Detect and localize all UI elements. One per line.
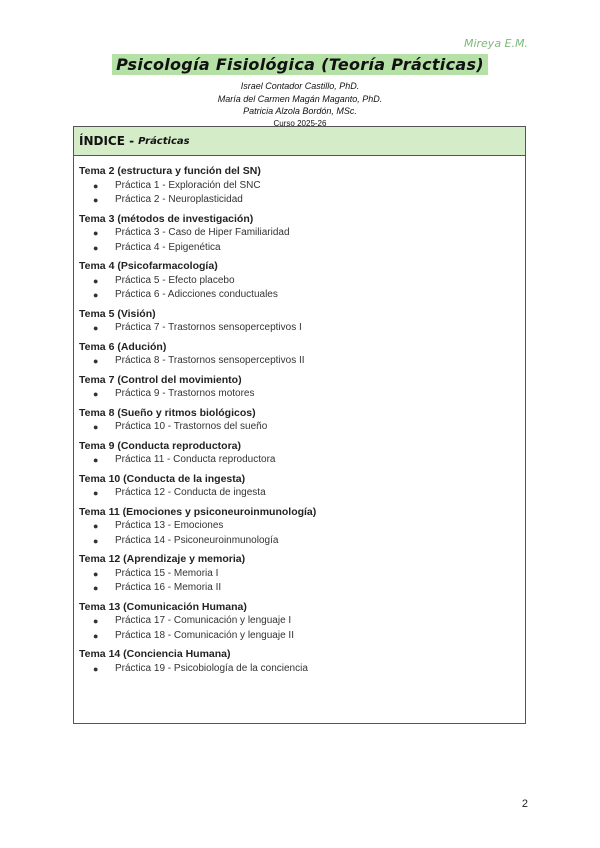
- practica-label: Práctica 19 - Psicobiología de la conciencia: [115, 662, 308, 674]
- bullet-icon: ●: [93, 356, 99, 366]
- practica-label: Práctica 2 - Neuroplasticidad: [115, 194, 243, 205]
- tema-title: Tema 4 (Psicofarmacología): [79, 260, 218, 272]
- bullet-icon: ●: [93, 535, 99, 546]
- tema-block: [79, 647, 525, 676]
- bullet-icon: ●: [93, 242, 99, 253]
- practica-list: [79, 179, 525, 208]
- tema-title: Tema 6 (Adución): [79, 340, 167, 353]
- tema-block: [79, 552, 525, 596]
- credit-line: María del Carmen Magán Maganto, PhD.: [217, 93, 383, 104]
- list-item: [79, 241, 525, 256]
- course-label: Curso 2025-26: [273, 118, 327, 128]
- list-item: [79, 321, 525, 336]
- practica-label: Práctica 13 - Emociones: [115, 520, 224, 531]
- practica-label: Práctica 12 - Conducta de ingesta: [115, 487, 266, 498]
- tema-block: [79, 340, 525, 369]
- bullet-icon: ●: [93, 630, 99, 641]
- bullet-icon: ●: [93, 616, 99, 626]
- practica-label: Práctica 17 - Comunicación y lenguaje I: [115, 615, 292, 626]
- bullet-icon: ●: [93, 583, 99, 593]
- list-item: [79, 354, 525, 369]
- tema-block: [79, 600, 525, 644]
- tema-block: [79, 164, 525, 208]
- bullet-icon: ●: [93, 389, 99, 399]
- index-heading-sub: Prácticas: [138, 135, 190, 147]
- tema-title: Tema 12 (Aprendizaje y memoria): [79, 553, 246, 565]
- list-item: [79, 567, 525, 582]
- practica-label: Práctica 3 - Caso de Hiper Familiaridad: [115, 227, 290, 238]
- practica-list: [79, 486, 525, 501]
- practica-list: [79, 321, 525, 336]
- tema-title: Tema 2 (estructura y función del SN): [79, 165, 261, 177]
- page-number: 2: [521, 798, 528, 810]
- practica-label: Práctica 15 - Memoria I: [115, 567, 219, 579]
- list-item: [79, 193, 525, 208]
- list-item: [79, 288, 525, 303]
- practica-list: [79, 387, 525, 402]
- credit-line: Israel Contador Castillo, PhD.: [240, 81, 360, 91]
- practica-label: Práctica 1 - Exploración del SNC: [115, 179, 261, 191]
- practica-list: [79, 453, 525, 468]
- practica-list: [79, 614, 525, 643]
- tema-title: Tema 8 (Sueño y ritmos biológicos): [79, 406, 256, 419]
- practica-list: [79, 274, 525, 303]
- practica-label: Práctica 14 - Psiconeuroinmunología: [115, 534, 279, 546]
- practica-label: Práctica 6 - Adicciones conductuales: [115, 289, 278, 300]
- practica-label: Práctica 11 - Conducta reproductora: [115, 454, 276, 465]
- list-item: [79, 486, 525, 501]
- index-box: [73, 126, 526, 724]
- tema-block: [79, 259, 525, 303]
- bullet-icon: ●: [93, 290, 99, 300]
- tema-block: [79, 212, 525, 256]
- list-item: [79, 226, 525, 241]
- tema-title: Tema 7 (Control del movimiento): [79, 373, 242, 386]
- author-tag: Mireya E.M.: [463, 37, 528, 50]
- tema-title: Tema 5 (Visión): [79, 307, 156, 320]
- bullet-icon: ●: [93, 521, 99, 531]
- practica-label: Práctica 4 - Epigenética: [115, 241, 221, 253]
- tema-block: [79, 373, 525, 402]
- list-item: [79, 274, 525, 289]
- practica-label: Práctica 9 - Trastornos motores: [115, 388, 255, 399]
- list-item: [79, 614, 525, 629]
- tema-block: [79, 307, 525, 336]
- bullet-icon: ●: [93, 323, 99, 333]
- list-item: [79, 420, 525, 435]
- index-header: [74, 127, 525, 156]
- tema-title: Tema 13 (Comunicación Humana): [79, 600, 247, 613]
- list-item: [79, 387, 525, 402]
- practica-label: Práctica 5 - Efecto placebo: [115, 274, 235, 286]
- practica-list: [79, 354, 525, 369]
- bullet-icon: ●: [93, 195, 99, 205]
- credit-line: Patricia Alzola Bordón, MSc.: [243, 106, 357, 116]
- list-item: [79, 662, 525, 677]
- credits: [0, 80, 600, 130]
- practica-list: [79, 420, 525, 435]
- title-wrap: [0, 54, 600, 75]
- list-item: [79, 581, 525, 596]
- tema-block: [79, 439, 525, 468]
- practica-label: Práctica 8 - Trastornos sensoperceptivos II: [115, 355, 305, 366]
- tema-block: [79, 406, 525, 435]
- practica-label: Práctica 7 - Trastornos sensoperceptivos I: [115, 322, 302, 333]
- bullet-icon: ●: [93, 488, 99, 498]
- practica-label: Práctica 10 - Trastornos del sueño: [115, 421, 268, 432]
- tema-list: [74, 156, 525, 676]
- practica-list: [79, 567, 525, 596]
- list-item: [79, 519, 525, 534]
- bullet-icon: ●: [93, 422, 99, 432]
- tema-title: Tema 3 (métodos de investigación): [79, 212, 254, 225]
- tema-block: [79, 472, 525, 501]
- practica-list: [79, 519, 525, 548]
- index-heading: ÍNDICE -: [79, 134, 135, 148]
- list-item: [79, 534, 525, 549]
- tema-block: [79, 505, 525, 549]
- bullet-icon: ●: [93, 228, 99, 238]
- bullet-icon: ●: [93, 455, 99, 465]
- practica-list: [79, 226, 525, 255]
- bullet-icon: ●: [93, 275, 99, 286]
- practica-label: Práctica 16 - Memoria II: [115, 582, 222, 593]
- list-item: [79, 453, 525, 468]
- bullet-icon: ●: [93, 180, 99, 191]
- bullet-icon: ●: [93, 663, 99, 674]
- tema-title: Tema 14 (Conciencia Humana): [79, 648, 231, 660]
- document-title: Psicología Fisiológica (Teoría Prácticas): [112, 54, 488, 75]
- list-item: [79, 179, 525, 194]
- tema-title: Tema 10 (Conducta de la ingesta): [79, 472, 246, 485]
- tema-title: Tema 9 (Conducta reproductora): [79, 439, 241, 452]
- list-item: [79, 629, 525, 644]
- practica-list: [79, 662, 525, 677]
- bullet-icon: ●: [93, 568, 99, 579]
- practica-label: Práctica 18 - Comunicación y lenguaje II: [115, 629, 294, 641]
- tema-title: Tema 11 (Emociones y psiconeuroinmunología): [79, 505, 317, 518]
